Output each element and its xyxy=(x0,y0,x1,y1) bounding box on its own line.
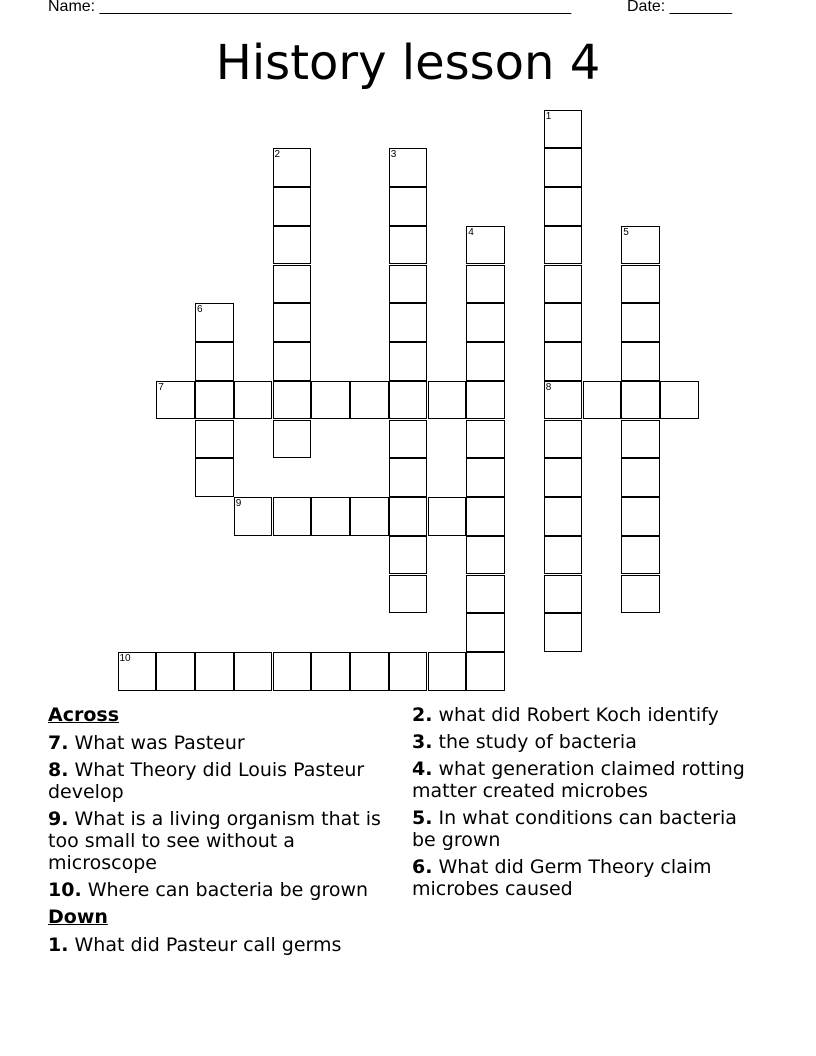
grid-cell[interactable] xyxy=(389,497,428,536)
clue-text: Where can bacteria be grown xyxy=(87,879,369,901)
grid-cell[interactable] xyxy=(273,303,312,342)
clue-text: What did Germ Theory claim microbes caused xyxy=(412,856,712,900)
grid-cell[interactable] xyxy=(466,420,505,459)
clue-text: what did Robert Koch identify xyxy=(438,704,719,726)
clue-across-9 xyxy=(48,808,398,874)
clue-number: 9. xyxy=(48,808,69,830)
grid-cell[interactable] xyxy=(621,458,660,497)
grid-cell[interactable] xyxy=(195,420,234,459)
grid-cell[interactable] xyxy=(273,652,312,691)
clue-number-label: 8 xyxy=(545,381,552,393)
clues-right-column xyxy=(412,704,762,905)
grid-cell[interactable] xyxy=(621,381,660,420)
grid-cell[interactable] xyxy=(195,458,234,497)
grid-cell[interactable] xyxy=(389,303,428,342)
clue-number-label: 5 xyxy=(623,226,629,238)
clue-number: 10. xyxy=(48,879,82,901)
date-field-label: Date: _______ xyxy=(627,0,732,15)
clue-number-label: 3 xyxy=(390,149,397,161)
grid-cell[interactable] xyxy=(621,226,660,265)
clue-down-1 xyxy=(48,934,398,956)
grid-cell[interactable] xyxy=(350,652,389,691)
clue-number-label: 9 xyxy=(235,498,242,509)
clue-text: what generation claimed rotting matter created microbes xyxy=(412,758,745,802)
grid-cell[interactable] xyxy=(350,381,389,420)
page-title: History lesson 4 xyxy=(215,35,601,91)
clue-text: the study of bacteria xyxy=(438,731,637,753)
grid-cell[interactable] xyxy=(389,652,428,691)
grid-cell[interactable] xyxy=(195,303,234,342)
down-heading: Down xyxy=(48,906,108,928)
clue-text: What was Pasteur xyxy=(74,732,245,754)
grid-cell[interactable] xyxy=(234,652,273,691)
clue-number-label: 2 xyxy=(274,149,281,161)
grid-cell[interactable] xyxy=(621,420,660,459)
clue-number: 4. xyxy=(412,758,433,780)
grid-cell[interactable] xyxy=(389,226,428,265)
clue-number: 1. xyxy=(48,934,69,956)
grid-cell[interactable] xyxy=(273,381,312,420)
clue-down-4 xyxy=(412,758,762,802)
clue-number: 2. xyxy=(412,704,433,726)
clue-number-label: 10 xyxy=(119,653,131,664)
clue-number-label: 7 xyxy=(158,381,164,393)
grid-cell[interactable] xyxy=(389,536,428,575)
grid-cell[interactable] xyxy=(544,497,583,536)
grid-cell[interactable] xyxy=(389,148,428,187)
grid-cell[interactable] xyxy=(234,381,273,420)
grid-cell[interactable] xyxy=(544,458,583,497)
clue-across-10 xyxy=(48,879,398,901)
grid-cell[interactable] xyxy=(273,497,312,536)
clue-down-6 xyxy=(412,856,762,900)
clues-left-column xyxy=(48,704,398,961)
grid-cell[interactable] xyxy=(466,381,505,420)
across-heading: Across xyxy=(48,704,120,726)
grid-cell[interactable] xyxy=(660,381,699,420)
clue-text: What is a living organism that is too small to see without a microscope xyxy=(48,808,381,874)
grid-cell[interactable] xyxy=(544,342,583,381)
grid-cell[interactable] xyxy=(428,497,467,536)
grid-cell[interactable] xyxy=(544,613,583,652)
grid-cell[interactable] xyxy=(621,497,660,536)
clue-across-8 xyxy=(48,759,398,803)
grid-cell[interactable] xyxy=(544,148,583,187)
clue-number-label: 4 xyxy=(468,226,474,238)
clue-down-3 xyxy=(412,731,762,753)
grid-cell[interactable] xyxy=(311,652,350,691)
clue-number-label: 1 xyxy=(545,110,552,122)
grid-cell[interactable] xyxy=(273,226,312,265)
grid-cell[interactable] xyxy=(273,265,312,304)
clue-number: 3. xyxy=(412,731,433,753)
grid-cell[interactable] xyxy=(621,575,660,614)
grid-cell[interactable] xyxy=(544,420,583,459)
grid-cell[interactable] xyxy=(466,303,505,342)
clue-number: 6. xyxy=(412,856,433,878)
grid-cell[interactable] xyxy=(195,652,234,691)
clue-text: In what conditions can bacteria be grown xyxy=(412,807,737,851)
grid-cell[interactable] xyxy=(466,536,505,575)
grid-cell[interactable] xyxy=(156,381,195,420)
grid-cell[interactable] xyxy=(544,110,583,149)
grid-cell[interactable] xyxy=(466,575,505,614)
grid-cell[interactable] xyxy=(311,381,350,420)
grid-cell[interactable] xyxy=(389,575,428,614)
clue-across-7 xyxy=(48,732,398,754)
grid-cell[interactable] xyxy=(621,342,660,381)
clue-down-2 xyxy=(412,704,762,726)
clue-number: 5. xyxy=(412,807,433,829)
grid-cell[interactable] xyxy=(428,381,467,420)
clue-number: 7. xyxy=(48,732,69,754)
grid-cell[interactable] xyxy=(544,226,583,265)
clue-down-5 xyxy=(412,807,762,851)
grid-cell[interactable] xyxy=(273,187,312,226)
grid-cell[interactable] xyxy=(466,497,505,536)
grid-cell[interactable] xyxy=(273,148,312,187)
grid-cell[interactable] xyxy=(583,381,622,420)
grid-cell[interactable] xyxy=(195,342,234,381)
grid-cell[interactable] xyxy=(389,342,428,381)
grid-cell[interactable] xyxy=(466,652,505,691)
grid-cell[interactable] xyxy=(350,497,389,536)
grid-cell[interactable] xyxy=(621,536,660,575)
grid-cell[interactable] xyxy=(273,420,312,459)
grid-cell[interactable] xyxy=(544,303,583,342)
grid-cell[interactable] xyxy=(466,265,505,304)
grid-cell[interactable] xyxy=(544,381,583,420)
grid-cell[interactable] xyxy=(428,652,467,691)
grid-cell[interactable] xyxy=(234,497,273,536)
grid-cell[interactable] xyxy=(621,303,660,342)
grid-cell[interactable] xyxy=(621,265,660,304)
grid-cell[interactable] xyxy=(389,458,428,497)
clue-text: What did Pasteur call germs xyxy=(74,934,342,956)
grid-cell[interactable] xyxy=(544,187,583,226)
grid-cell[interactable] xyxy=(156,652,195,691)
grid-cell[interactable] xyxy=(466,458,505,497)
grid-cell[interactable] xyxy=(544,575,583,614)
grid-cell[interactable] xyxy=(466,226,505,265)
grid-cell[interactable] xyxy=(195,381,234,420)
clue-text: What Theory did Louis Pasteur develop xyxy=(48,759,365,803)
name-field-label: Name: _____________________________________________________ xyxy=(48,0,572,15)
grid-cell[interactable] xyxy=(118,652,157,691)
grid-cell[interactable] xyxy=(311,497,350,536)
grid-cell[interactable] xyxy=(544,265,583,304)
grid-cell[interactable] xyxy=(466,613,505,652)
grid-cell[interactable] xyxy=(389,265,428,304)
clue-number-label: 6 xyxy=(197,304,203,316)
grid-cell[interactable] xyxy=(389,381,428,420)
grid-cell[interactable] xyxy=(466,342,505,381)
clue-number: 8. xyxy=(48,759,69,781)
grid-cell[interactable] xyxy=(389,420,428,459)
grid-cell[interactable] xyxy=(273,342,312,381)
grid-cell[interactable] xyxy=(544,536,583,575)
grid-cell[interactable] xyxy=(389,187,428,226)
